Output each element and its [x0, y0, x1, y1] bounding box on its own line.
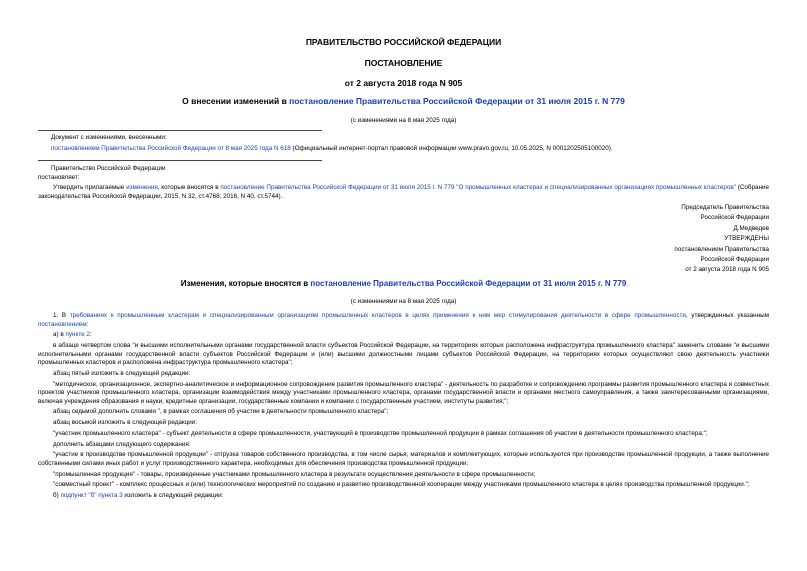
amendments-label: Документ с изменениями, внесенными: — [51, 134, 167, 141]
paragraph-6: абзац седьмой дополнить словами ", в рамках соглашения об участии в деятельности промышленного кластера"; — [53, 408, 389, 416]
requirements-link[interactable]: требованиях к промышленным кластерам и специализированным организациям промышленных кластеров в целях применения к ним мер стимулирования деятельности в сфере промышленности — [69, 312, 686, 319]
authority-heading: ПРАВИТЕЛЬСТВО РОССИЙСКОЙ ФЕДЕРАЦИИ — [305, 37, 502, 47]
preamble-line2: постановляет: — [38, 174, 80, 181]
signature-name: Д.Медведев — [733, 224, 769, 232]
resolution-779-link[interactable]: постановление Правительства Российской Федерации от 31 июля 2015 г. N 779 "О промышленных кластерах и специализированных организациях промышленных кластеров" — [220, 184, 736, 191]
signature-position1: Председатель Правительства — [681, 204, 769, 211]
approved-label: УТВЕРЖДЕНЫ — [724, 235, 769, 243]
paragraph-9: дополнить абзацами следующего содержания: — [53, 440, 191, 448]
changes-title-link[interactable]: постановление Правительства Российской Федерации от 31 июля 2015 г. N 779 — [310, 279, 627, 288]
title-prefix: О внесении изменений в — [182, 96, 290, 106]
revision-note: (с изменениями на 8 мая 2025 года) — [350, 117, 457, 124]
changes-link[interactable]: изменения — [126, 184, 158, 191]
paragraph-3: в абзаце четвертом слова "и высшими исполнительными органами государственной власти субъектов Российской Федерации, на территориях которых расположена инфраструктура промышленного кластера" заменить словами "и высшими исполнительными органами государственной власти субъектов Российской Федерации и (или) высшими должностными лицами субъектов Российской Федерации, на территориях которых осуществляют свою деятельность участники промышленных кластеров и расположена инфраструктура промышленного кластера"; — [38, 342, 769, 367]
paragraph-8: "участник промышленного кластера" - субъект деятельности в сфере промышленности, участвующий в производстве промышленной продукции в рамках соглашения об участии в деятельности промышленного кластера;"; — [53, 429, 708, 437]
paragraph-12: "совместный проект" - комплекс процессных и (или) технологических мероприятий по созданию и развитию производственной кооперации между участниками промышленного кластера в целях производства промышленной продукции."; — [53, 481, 750, 489]
paragraph-7: абзац восьмой изложить в следующей редакции: — [53, 419, 198, 427]
changes-title: Изменения, которые вносятся в постановление Правительства Российской Федерации от 31 июля 2015 г. N 779 — [180, 279, 627, 288]
doc-type-heading: ПОСТАНОВЛЕНИЕ — [364, 58, 443, 68]
divider-top — [38, 130, 322, 131]
preamble-line1: Правительство Российской Федерации — [51, 165, 166, 172]
paragraph-1: 1. В требованиях к промышленным кластерам и специализированным организациям промышленных кластеров в целях применения к ним мер стимулирования деятельности в сфере промышленности, утвержденных указанным постановлением: — [38, 312, 769, 328]
preamble-paragraph: Утвердить прилагаемые изменения, которые вносятся в постановление Правительства Российской Федерации от 31 июля 2015 г. N 779 "О промышленных кластерах и специализированных организациях промышленных кластеров" (Собрание законодательства Российской Федерации, 2015, N 32, ст.4768; 2016, N 40, ст.5744). — [38, 184, 769, 200]
paragraph-5: "методическое, организационное, экспертно-аналитическое и информационное сопровождение развития промышленного кластера" - деятельность по разработке и сопровождению программы развития промышленного кластера и совместных проектов участников промышленного кластера, организации взаимодействия между участниками промышленного кластера, органами государственной власти и органами местного самоуправления, а также заинтересованными организациями, включая учреждения образования и науки, кредитные организации, государственные компании и компании с государственным участием, институты развития;"; — [38, 380, 769, 405]
approved-by3: от 2 августа 2018 года N 905 — [685, 266, 769, 274]
date-number: от 2 августа 2018 года N 905 — [344, 78, 463, 88]
approved-by1: постановлением Правительства — [674, 245, 769, 253]
paragraph-4: абзац пятый изложить в следующей редакции: — [53, 369, 191, 377]
point-2-link[interactable]: пункте 2 — [65, 331, 90, 339]
document-title — [0, 96, 807, 106]
paragraph-11: "промышленная продукция" - товары, произведенные участниками промышленного кластера в результате осуществления деятельности в сфере промышленности; — [53, 470, 536, 478]
amendment-link[interactable]: постановлением Правительства Российской Федерации от 8 мая 2025 года N 618 — [51, 145, 291, 152]
signature-position2: Российской Федерации — [700, 214, 769, 222]
paragraph-2: а) в пункте 2: — [53, 331, 92, 339]
approved-by2: Российской Федерации — [700, 256, 769, 264]
paragraph-13: б) подпункт "б" пункта 3 изложить в следующей редакции: — [53, 492, 224, 500]
paragraph-10: "участие в производстве промышленной продукции" - отгрузка товаров собственного производства, в том числе сырья, материалов и комплектующих, которые используются при производстве промышленной продукции, а также выполнение собственными силами иных работ и услуг производственного характера, необходимых для обеспечения производства промышленной продукции; — [38, 451, 769, 467]
changes-body — [38, 312, 769, 501]
divider-bottom — [38, 160, 322, 161]
signature-block — [560, 203, 769, 276]
amendment-source: (Официальный интернет-портал правовой информации www.pravo.gov.ru, 10.05.2025, N 0001202505100020). — [290, 145, 613, 152]
resolution-link[interactable]: постановлением — [38, 320, 87, 328]
changes-revision-note: (с изменениями на 8 мая 2025 года) — [350, 298, 457, 305]
amendments-line — [51, 145, 613, 153]
subpoint-b-link[interactable]: подпункт "б" пункта 3 — [60, 492, 123, 500]
title-link[interactable]: постановление Правительства Российской Федерации от 31 июля 2015 г. N 779 — [289, 96, 625, 106]
